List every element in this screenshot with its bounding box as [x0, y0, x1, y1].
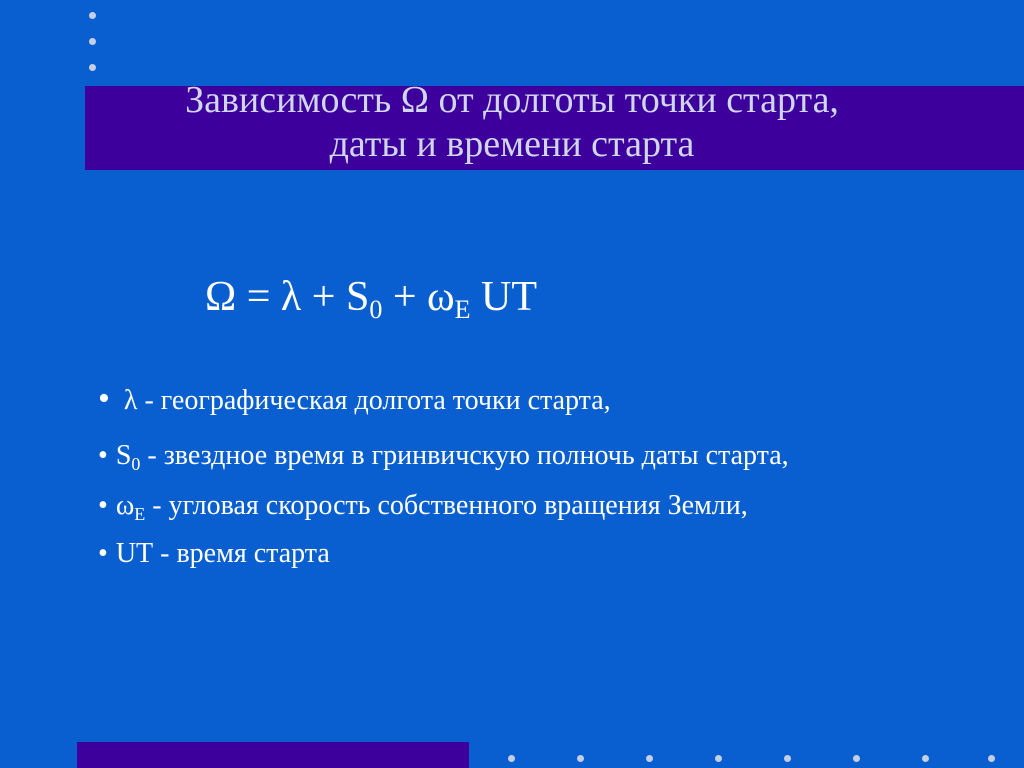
bullet-text: - угловая скорость собственного вращения Земли, [145, 490, 748, 521]
bullet-symbol: λ [123, 385, 138, 416]
bullet-symbol: S [115, 440, 132, 471]
bullet-item [98, 439, 789, 473]
bullet-mark: • [98, 490, 108, 521]
title-line-1: Зависимость Ω от долготы точки старта, [185, 79, 839, 121]
decor-dot [922, 755, 929, 762]
bullet-mark: • [98, 538, 108, 569]
decor-dot [577, 755, 584, 762]
bullet-item [98, 382, 611, 418]
bullet-text: - время старта [153, 538, 330, 569]
decor-dot [89, 64, 96, 71]
decor-dot [715, 755, 722, 762]
bullet-item [98, 537, 330, 571]
title-line-2: даты и времени старта [329, 123, 695, 165]
decor-dot [89, 12, 96, 19]
bullet-mark: • [98, 380, 110, 417]
decor-dot [646, 755, 653, 762]
decor-dot [853, 755, 860, 762]
bullet-subscript: 0 [131, 454, 141, 474]
bullet-text: - звездное время в гринвичскую полночь даты старта, [140, 440, 789, 471]
formula-tail: UT [470, 274, 538, 320]
decor-dot [89, 38, 96, 45]
formula-lhs: Ω = λ + S [205, 274, 370, 320]
footer-band [77, 742, 469, 768]
formula-s-subscript: 0 [369, 295, 383, 324]
bullet-mark: • [98, 440, 108, 471]
formula-mid: + ω [382, 274, 455, 320]
bullet-subscript: E [134, 504, 146, 524]
bullet-text: - географическая долгота точки старта, [137, 385, 611, 416]
bullet-symbol: ω [115, 490, 135, 521]
formula [205, 272, 537, 322]
decor-dot [988, 755, 995, 762]
slide-title [85, 78, 939, 166]
decor-dot [508, 755, 515, 762]
bullet-item [98, 489, 748, 523]
bullet-symbol: UT [115, 538, 154, 569]
formula-omega-subscript: E [454, 295, 471, 324]
decor-dot [784, 755, 791, 762]
